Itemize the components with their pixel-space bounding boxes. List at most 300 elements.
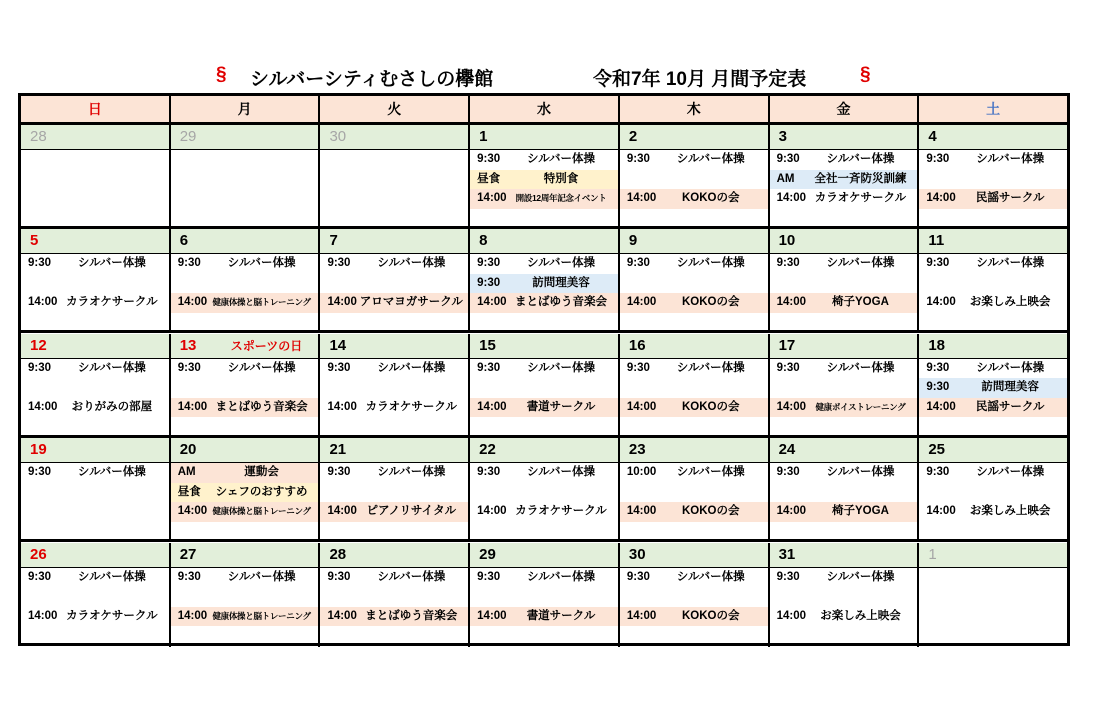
- day-cell[interactable]: [917, 229, 1067, 330]
- event-title: 椅子YOGA: [832, 296, 889, 309]
- day-cell[interactable]: [917, 334, 1067, 435]
- event-item[interactable]: [470, 274, 618, 294]
- event-title: まとばゆう音楽会: [215, 400, 308, 413]
- event-time: 9:30: [626, 570, 650, 583]
- date-row: [620, 543, 768, 568]
- week-row: [21, 438, 1067, 542]
- event-item[interactable]: [320, 463, 468, 483]
- event-time: 14:00: [626, 192, 657, 204]
- empty-slot: [620, 378, 768, 398]
- section-mark-left: §: [216, 64, 227, 85]
- empty-slot: [919, 568, 1067, 588]
- date-number: 17: [778, 336, 796, 354]
- event-title: シェフのおすすめ: [215, 485, 308, 498]
- event-time: 14:00: [926, 192, 956, 204]
- empty-slot: [171, 378, 319, 398]
- date-row: [470, 125, 618, 150]
- date-row: [470, 543, 618, 568]
- event-item[interactable]: [770, 189, 918, 209]
- day-cell[interactable]: [318, 543, 468, 647]
- date-row: [21, 229, 169, 254]
- event-time: 14:00: [28, 296, 58, 309]
- date-row: [919, 125, 1067, 150]
- event-time: 14:00: [477, 192, 507, 204]
- date-number: 10: [778, 232, 796, 250]
- event-title: まとばゆう音楽会: [515, 296, 608, 309]
- event-item[interactable]: [470, 398, 618, 418]
- date-row: [171, 125, 319, 150]
- event-time: 9:30: [327, 466, 351, 479]
- day-cell[interactable]: [768, 229, 918, 330]
- event-time: 14:00: [327, 400, 357, 413]
- event-item[interactable]: [470, 170, 618, 190]
- event-title: 訪問理美容: [532, 276, 590, 289]
- event-time: 14:00: [28, 400, 58, 413]
- event-title: シルバー体操: [976, 257, 1045, 270]
- event-title: カラオケサークル: [365, 400, 458, 413]
- day-cell[interactable]: [169, 438, 319, 539]
- event-time: 9:30: [327, 570, 351, 583]
- date-number: 28: [329, 545, 347, 563]
- date-row: [171, 229, 319, 254]
- day-cell[interactable]: [618, 229, 768, 330]
- event-item[interactable]: [919, 463, 1067, 483]
- event-title: シルバー体操: [377, 570, 446, 583]
- event-time: 9:30: [177, 257, 201, 270]
- event-title: まとばゆう音楽会: [365, 609, 458, 622]
- day-cell[interactable]: [468, 229, 618, 330]
- event-item[interactable]: [919, 293, 1067, 313]
- event-title: シルバー体操: [676, 466, 745, 479]
- event-title: シルバー体操: [527, 153, 595, 165]
- event-time: 9:30: [926, 257, 950, 270]
- event-time: 14:00: [926, 505, 956, 518]
- event-title: 特別食: [543, 172, 579, 185]
- day-cell[interactable]: [468, 334, 618, 435]
- date-row: [320, 438, 468, 463]
- weekday-fri: 金: [768, 96, 918, 122]
- date-row: [770, 229, 918, 254]
- event-title: シルバー体操: [976, 466, 1045, 479]
- section-mark-right: §: [860, 64, 871, 85]
- event-title: 健康体操と脳トレーニング: [212, 297, 311, 308]
- day-cell[interactable]: [618, 543, 768, 647]
- event-time: 9:30: [477, 361, 501, 374]
- date-number: 12: [30, 336, 47, 354]
- event-time: 9:30: [776, 361, 800, 374]
- event-item[interactable]: [320, 293, 468, 313]
- event-item[interactable]: [620, 189, 768, 209]
- event-time: 14:00: [477, 609, 507, 622]
- event-item[interactable]: [770, 170, 918, 190]
- event-item[interactable]: [21, 568, 169, 588]
- event-title: シルバー体操: [377, 466, 446, 479]
- day-cell[interactable]: [21, 543, 169, 647]
- event-time: 14:00: [327, 505, 357, 518]
- event-item[interactable]: [470, 502, 618, 522]
- empty-slot: [21, 150, 169, 170]
- date-row: [171, 438, 319, 463]
- event-item[interactable]: [320, 568, 468, 588]
- event-item[interactable]: [21, 463, 169, 483]
- holiday-label: スポーツの日: [230, 338, 303, 353]
- event-item[interactable]: [620, 463, 768, 483]
- date-row: [21, 438, 169, 463]
- date-number: 13: [179, 336, 197, 354]
- event-time: 9:30: [28, 257, 52, 270]
- event-time: 9:30: [626, 361, 650, 374]
- event-item[interactable]: [620, 568, 768, 588]
- event-item[interactable]: [620, 150, 768, 170]
- event-title: シルバー体操: [676, 570, 745, 583]
- event-item[interactable]: [320, 254, 468, 274]
- empty-slot: [470, 483, 618, 503]
- event-item[interactable]: [770, 359, 918, 379]
- empty-slot: [171, 587, 319, 607]
- week-row: [21, 543, 1067, 647]
- day-cell[interactable]: [618, 334, 768, 435]
- date-row: [320, 334, 468, 359]
- event-item[interactable]: [320, 607, 468, 627]
- empty-slot: [620, 170, 768, 190]
- date-row: [470, 438, 618, 463]
- event-title: シルバー体操: [77, 361, 146, 374]
- day-cell[interactable]: [169, 229, 319, 330]
- event-title: お楽しみ上映会: [969, 505, 1051, 518]
- day-cell[interactable]: [468, 543, 618, 647]
- event-title: KOKOの会: [681, 505, 740, 518]
- event-title: お楽しみ上映会: [820, 609, 901, 622]
- event-item[interactable]: [171, 502, 319, 522]
- event-title: シルバー体操: [227, 361, 296, 374]
- event-item[interactable]: [919, 359, 1067, 379]
- event-time: 14:00: [177, 505, 208, 518]
- date-number: 4: [928, 128, 937, 145]
- event-time: 9:30: [327, 361, 351, 374]
- empty-slot: [171, 150, 319, 170]
- empty-slot: [21, 378, 169, 398]
- event-time: 9:30: [926, 466, 950, 479]
- event-title: シルバー体操: [826, 257, 895, 270]
- week-row: [21, 334, 1067, 438]
- event-item[interactable]: [470, 189, 618, 209]
- empty-slot: [770, 378, 918, 398]
- event-title: 健康体操と脳トレーニング: [212, 610, 311, 621]
- event-item[interactable]: [21, 398, 169, 418]
- day-cell[interactable]: [917, 543, 1067, 647]
- event-title: 書道サークル: [526, 609, 596, 622]
- week-row: [21, 125, 1067, 229]
- event-time: 9:30: [28, 570, 52, 583]
- event-title: シルバー体操: [976, 153, 1045, 165]
- day-cell[interactable]: [169, 125, 319, 226]
- event-item[interactable]: [171, 483, 319, 503]
- date-number: 23: [628, 441, 646, 459]
- date-number: 31: [778, 545, 796, 563]
- day-cell[interactable]: [318, 229, 468, 330]
- day-cell[interactable]: [768, 334, 918, 435]
- date-number: 9: [628, 232, 638, 250]
- date-row: [171, 543, 319, 568]
- empty-slot: [320, 483, 468, 503]
- event-item[interactable]: [171, 293, 319, 313]
- date-row: [320, 125, 468, 150]
- event-time: 14:00: [177, 609, 208, 622]
- date-number: 25: [928, 441, 945, 459]
- empty-slot: [770, 587, 918, 607]
- day-cell[interactable]: [318, 334, 468, 435]
- date-number: 24: [778, 441, 796, 459]
- event-time: 14:00: [477, 400, 507, 413]
- day-cell[interactable]: [468, 125, 618, 226]
- event-time: 14:00: [926, 296, 956, 309]
- event-time: 9:30: [477, 570, 501, 583]
- day-cell[interactable]: [318, 438, 468, 539]
- event-item[interactable]: [171, 254, 319, 274]
- date-number: 2: [628, 128, 638, 145]
- event-item[interactable]: [171, 568, 319, 588]
- event-title: シルバー体操: [527, 570, 595, 583]
- date-number: 16: [628, 336, 646, 354]
- event-title: KOKOの会: [681, 192, 740, 204]
- event-item[interactable]: [470, 568, 618, 588]
- empty-slot: [770, 483, 918, 503]
- event-item[interactable]: [770, 463, 918, 483]
- event-item[interactable]: [21, 607, 169, 627]
- day-cell[interactable]: [21, 438, 169, 539]
- event-time: 14:00: [626, 609, 657, 622]
- date-number: 3: [778, 128, 787, 145]
- day-cell[interactable]: [917, 438, 1067, 539]
- empty-slot: [320, 378, 468, 398]
- date-row: [620, 125, 768, 150]
- date-number: 11: [928, 232, 945, 250]
- empty-slot: [21, 170, 169, 190]
- event-item[interactable]: [620, 398, 768, 418]
- event-item[interactable]: [320, 502, 468, 522]
- date-number: 14: [329, 336, 347, 354]
- event-item[interactable]: [470, 463, 618, 483]
- day-cell[interactable]: [618, 438, 768, 539]
- event-item[interactable]: [620, 607, 768, 627]
- date-number: 22: [479, 441, 496, 459]
- day-cell[interactable]: [169, 543, 319, 647]
- event-time: 14:00: [776, 296, 807, 309]
- event-item[interactable]: [770, 607, 918, 627]
- event-item[interactable]: [171, 463, 319, 483]
- date-number: 19: [30, 441, 47, 459]
- event-item[interactable]: [470, 607, 618, 627]
- event-item[interactable]: [919, 254, 1067, 274]
- date-number: 26: [30, 545, 47, 563]
- event-time: 14:00: [926, 400, 956, 413]
- event-item[interactable]: [320, 359, 468, 379]
- day-cell[interactable]: [169, 334, 319, 435]
- event-time: 14:00: [327, 609, 357, 622]
- weekday-wed: 水: [468, 96, 618, 122]
- event-item[interactable]: [171, 398, 319, 418]
- event-item[interactable]: [770, 293, 918, 313]
- event-item[interactable]: [620, 254, 768, 274]
- event-time: 9:30: [776, 257, 800, 270]
- event-title: シルバー体操: [527, 361, 595, 374]
- empty-slot: [320, 150, 468, 170]
- empty-slot: [21, 587, 169, 607]
- event-item[interactable]: [470, 150, 618, 170]
- empty-slot: [21, 502, 169, 522]
- event-title: 開設12周年記念イベント: [515, 193, 607, 203]
- event-title: シルバー体操: [377, 257, 446, 270]
- empty-slot: [320, 587, 468, 607]
- event-time: 14:00: [626, 400, 657, 413]
- event-time: 14:00: [626, 505, 657, 518]
- event-time: 14:00: [327, 296, 357, 309]
- event-time: 昼食: [177, 485, 201, 498]
- event-item[interactable]: [620, 293, 768, 313]
- event-title: カラオケサークル: [66, 296, 158, 309]
- page-title: [0, 64, 1093, 92]
- event-title: シルバー体操: [77, 570, 146, 583]
- event-item[interactable]: [770, 398, 918, 418]
- event-item[interactable]: [21, 293, 169, 313]
- date-row: [919, 229, 1067, 254]
- event-title: シルバー体操: [676, 257, 745, 270]
- event-item[interactable]: [770, 568, 918, 588]
- event-time: 9:30: [477, 276, 501, 289]
- event-title: KOKOの会: [681, 296, 740, 309]
- date-number: 27: [179, 545, 197, 563]
- date-number: 1: [479, 128, 488, 145]
- event-time: 14:00: [477, 296, 507, 309]
- date-row: [770, 334, 918, 359]
- day-cell[interactable]: [768, 543, 918, 647]
- empty-slot: [620, 483, 768, 503]
- event-time: 9:30: [28, 466, 52, 479]
- date-row: [470, 334, 618, 359]
- calendar-table: [18, 93, 1070, 646]
- event-title: 椅子YOGA: [832, 505, 889, 518]
- empty-slot: [320, 189, 468, 209]
- event-item[interactable]: [470, 293, 618, 313]
- day-cell[interactable]: [618, 125, 768, 226]
- day-cell[interactable]: [21, 229, 169, 330]
- event-item[interactable]: [919, 150, 1067, 170]
- event-item[interactable]: [770, 502, 918, 522]
- event-title: シルバー体操: [976, 361, 1045, 374]
- empty-slot: [21, 483, 169, 503]
- day-cell[interactable]: [318, 125, 468, 226]
- event-title: 民謡サークル: [975, 400, 1045, 413]
- day-cell[interactable]: [21, 125, 169, 226]
- event-item[interactable]: [21, 359, 169, 379]
- event-title: お楽しみ上映会: [969, 296, 1051, 309]
- event-time: 14:00: [776, 400, 807, 413]
- date-row: [919, 438, 1067, 463]
- date-row: [770, 125, 918, 150]
- event-time: 9:30: [28, 361, 52, 374]
- event-title: シルバー体操: [227, 257, 296, 270]
- event-item[interactable]: [171, 607, 319, 627]
- date-number: 21: [329, 441, 347, 459]
- date-row: [470, 229, 618, 254]
- event-time: AM: [776, 172, 795, 185]
- event-item[interactable]: [171, 359, 319, 379]
- empty-slot: [171, 170, 319, 190]
- event-time: 9:30: [626, 153, 650, 165]
- event-item[interactable]: [919, 378, 1067, 398]
- event-time: 9:30: [626, 257, 650, 270]
- event-time: 9:30: [477, 466, 501, 479]
- weekday-header: [21, 96, 1067, 125]
- day-cell[interactable]: [768, 438, 918, 539]
- event-item[interactable]: [620, 502, 768, 522]
- event-item[interactable]: [919, 398, 1067, 418]
- weekday-tue: 火: [318, 96, 468, 122]
- date-row: [171, 334, 319, 359]
- event-time: 14:00: [776, 192, 807, 204]
- event-title: シルバー体操: [676, 361, 745, 374]
- event-item[interactable]: [770, 150, 918, 170]
- day-cell[interactable]: [768, 125, 918, 226]
- event-item[interactable]: [919, 502, 1067, 522]
- event-title: 全社一斉防災訓練: [814, 172, 907, 185]
- event-item[interactable]: [470, 359, 618, 379]
- event-title: シルバー体操: [377, 361, 446, 374]
- event-item[interactable]: [620, 359, 768, 379]
- weekday-thu: 木: [618, 96, 768, 122]
- date-row: [320, 229, 468, 254]
- event-title: 健康ボイストレーニング: [815, 401, 906, 412]
- event-title: シルバー体操: [527, 466, 595, 479]
- date-number: 6: [179, 232, 189, 250]
- date-number: 29: [479, 545, 496, 563]
- empty-slot: [919, 607, 1067, 627]
- weekday-sun: 日: [87, 101, 102, 117]
- event-item[interactable]: [770, 254, 918, 274]
- day-cell[interactable]: [468, 438, 618, 539]
- empty-slot: [171, 189, 319, 209]
- date-number: 29: [179, 128, 197, 145]
- event-title: KOKOの会: [681, 609, 740, 622]
- event-item[interactable]: [470, 254, 618, 274]
- day-cell[interactable]: [21, 334, 169, 435]
- event-time: 14:00: [177, 400, 208, 413]
- empty-slot: [320, 170, 468, 190]
- empty-slot: [919, 274, 1067, 294]
- date-row: [21, 543, 169, 568]
- event-title: カラオケサークル: [66, 609, 158, 622]
- month-title: 令和7年 10月 月間予定表: [593, 69, 807, 90]
- day-cell[interactable]: [917, 125, 1067, 226]
- empty-slot: [919, 587, 1067, 607]
- event-time: 昼食: [477, 172, 501, 185]
- event-item[interactable]: [919, 189, 1067, 209]
- event-title: シルバー体操: [77, 257, 146, 270]
- date-number: 5: [30, 232, 39, 250]
- event-title: カラオケサークル: [814, 192, 907, 204]
- empty-slot: [470, 587, 618, 607]
- event-title: シルバー体操: [227, 570, 296, 583]
- event-time: 14:00: [776, 505, 807, 518]
- empty-slot: [919, 170, 1067, 190]
- event-title: シルバー体操: [826, 570, 895, 583]
- event-item[interactable]: [21, 254, 169, 274]
- event-item[interactable]: [320, 398, 468, 418]
- empty-slot: [171, 274, 319, 294]
- date-row: [919, 543, 1067, 568]
- event-title: 書道サークル: [526, 400, 596, 413]
- event-time: 9:30: [177, 361, 201, 374]
